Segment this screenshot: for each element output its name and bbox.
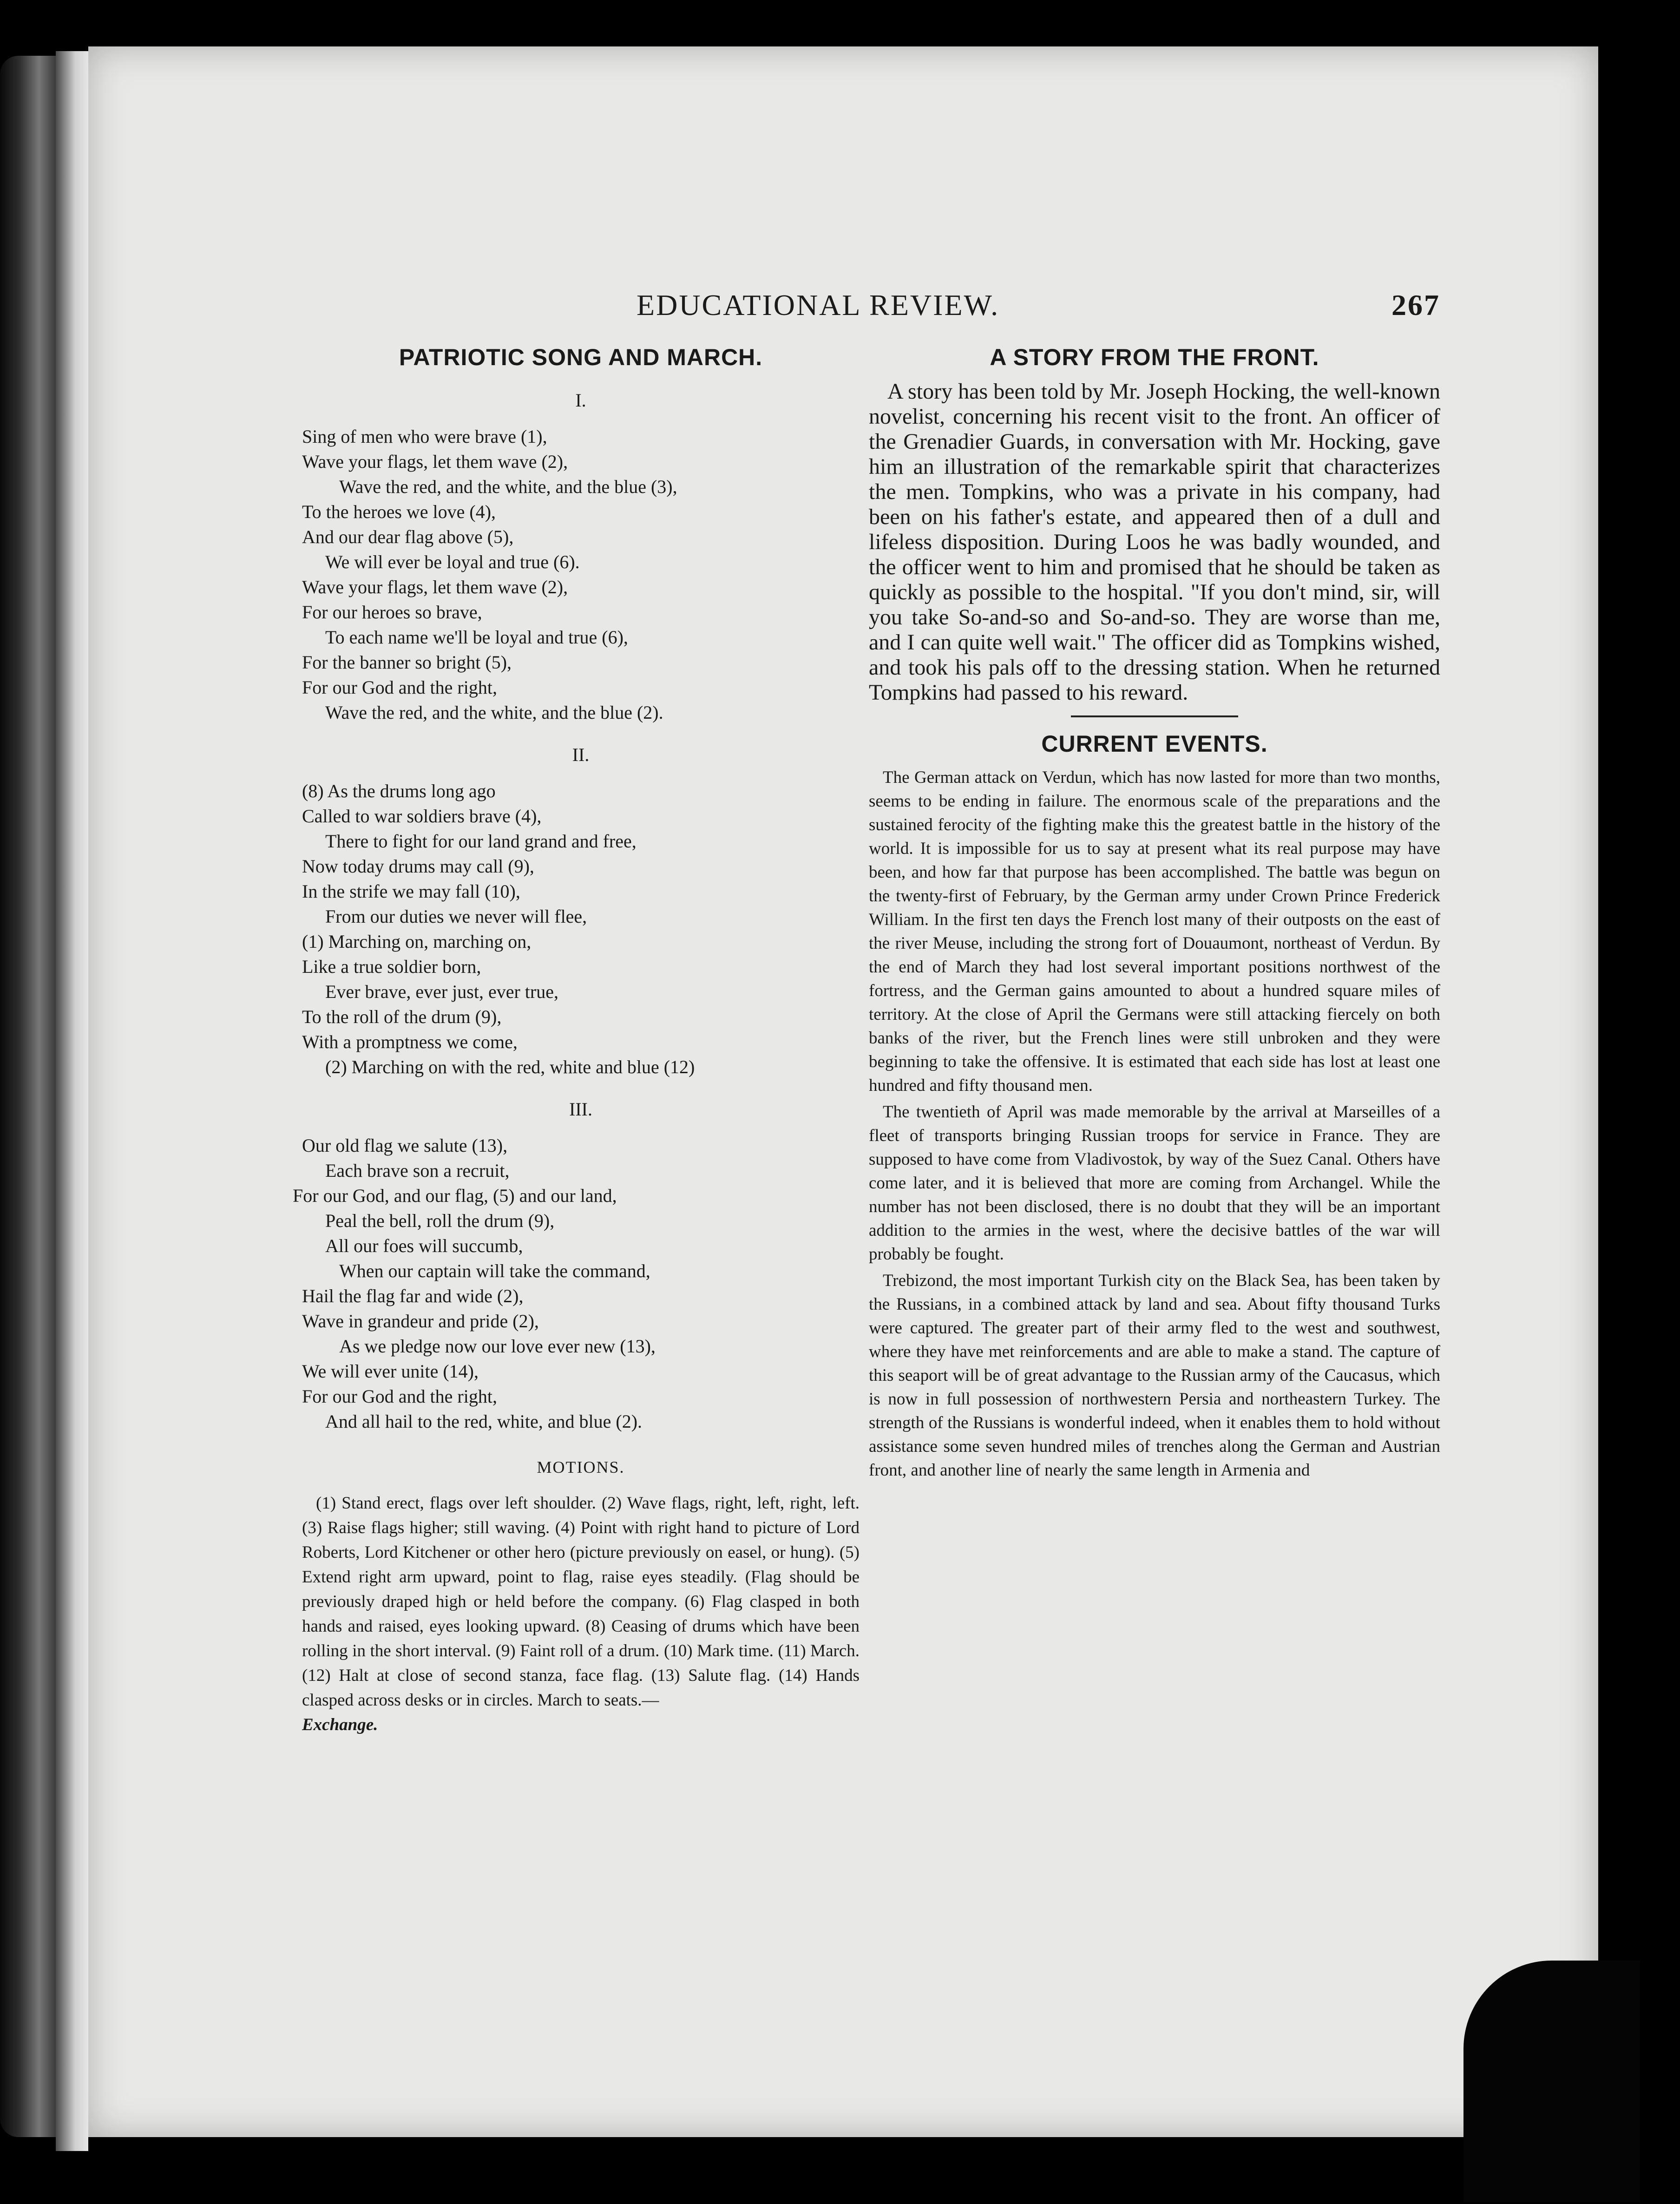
verse-line: For the banner so bright (5), — [302, 652, 512, 673]
motions-heading: MOTIONS. — [537, 1458, 625, 1476]
verse-line: Wave your flags, let them wave (2), — [302, 577, 568, 597]
verse-line: Wave the red, and the white, and the blue (2). — [325, 702, 663, 723]
events-paragraph: Trebizond, the most important Turkish city on the Black Sea, has been taken by the Russians, in a combined attack by land and sea. About fifty thousand Turks were captured. The greater part of their army fled to the west and southwest, where they have met reinforcements and are able to make a stand. The capture of this seaport will be of great advantage to the Russian army of the Caucasus, which is now in full possession of northwestern Persia and northeastern Turkey. The strength of the Russians is wonderful indeed, when it enables them to hold without assistance some seven hundred miles of trenches along the German and Austrian front, and another line of nearly the same length in Armenia and — [869, 1271, 1440, 1480]
verse-line: There to fight for our land grand and free, — [325, 831, 637, 852]
verse-line: When our captain will take the command, — [339, 1260, 650, 1281]
page-edge — [56, 51, 88, 2151]
story-title: A STORY FROM THE FRONT. — [990, 344, 1319, 370]
verse-line: Hail the flag far and wide (2), — [302, 1286, 524, 1306]
verse-line: Ever brave, ever just, ever true, — [325, 981, 558, 1002]
source-credit: Exchange. — [302, 1715, 378, 1734]
story-text: A story has been told by Mr. Joseph Hocking, the well-known novelist, concerning his recent visit to the front. An officer of the Grenadier Guards, in conversation with Mr. Hocking, gave him an illustration of the remarkable spirit that characterizes the men. Tompkins, who was a private in his company, had been on his father's estate, and appeared then of a dull and lifeless disposition. During Loos he was badly wounded, and the officer went to him and promised that he should be taken as quickly as possible to the hospital. "If you don't mind, sir, will you take So-and-so and So-and-so. They are worse than me, and I can quite well wait." The officer did as Tompkins wished, and took his pals off to the dressing station. When he returned Tompkins had passed to his reward. — [869, 379, 1440, 705]
right-column — [869, 344, 1440, 1485]
verse-line: To the heroes we love (4), — [302, 501, 496, 522]
verse-line: (1) Marching on, marching on, — [302, 931, 532, 952]
verse-line: Sing of men who were brave (1), — [302, 426, 547, 447]
verse-line: We will ever be loyal and true (6). — [325, 551, 580, 572]
verse-line: In the strife we may fall (10), — [302, 881, 520, 902]
song-title: PATRIOTIC SONG AND MARCH. — [399, 344, 763, 370]
verse-line: For our heroes so brave, — [302, 602, 482, 623]
verse-line: Wave in grandeur and pride (2), — [302, 1311, 539, 1332]
current-events-section — [869, 730, 1440, 1482]
verse-line: Each brave son a recruit, — [325, 1160, 510, 1181]
journal-title: EDUCATIONAL REVIEW. — [637, 289, 1000, 321]
stanza-number: I. — [575, 390, 586, 411]
verse-line: Wave the red, and the white, and the blue (3), — [339, 476, 677, 497]
verse-line: (2) Marching on with the red, white and blue (12) — [325, 1056, 695, 1077]
left-column — [293, 344, 860, 1737]
stanza — [293, 1133, 860, 1434]
verse-line: We will ever unite (14), — [302, 1361, 479, 1382]
stanza — [302, 424, 860, 725]
events-title: CURRENT EVENTS. — [1041, 731, 1268, 757]
stanza — [302, 779, 860, 1080]
verse-line: For our God, and our flag, (5) and our land, — [293, 1185, 617, 1206]
scanner-thumb-shadow — [1463, 1961, 1640, 2202]
page-number: 267 — [1391, 289, 1440, 321]
verse-line: Peal the bell, roll the drum (9), — [325, 1210, 555, 1231]
verse-line: Wave your flags, let them wave (2), — [302, 451, 568, 472]
verse-line: And all hail to the red, white, and blue (2). — [325, 1411, 643, 1432]
section-divider — [1071, 715, 1238, 717]
motions-text: (1) Stand erect, flags over left shoulder. (2) Wave flags, right, left, right, left. (3) Raise flags higher; still waving. (4) Point with right hand to picture of Lord Roberts, Lord Kitchener or other hero (picture previously on easel, or hung). (5) Extend right arm upward, point to flag, raise eyes steadily. (Flag should be previously draped high or held before the company. (6) Flag clasped in both hands and raised, eyes looking upward. (8) Ceasing of drums which have been rolling in the short interval. (9) Faint roll of a drum. (10) Mark time. (11) March. (12) Halt at close of second stanza, face flag. (13) Salute flag. (14) Hands clasped across desks or in circles. March to seats.— — [302, 1494, 860, 1710]
verse-line: And our dear flag above (5), — [302, 526, 514, 547]
verse-line: All our foes will succumb, — [325, 1235, 523, 1256]
verse-line: To each name we'll be loyal and true (6), — [325, 627, 628, 648]
book-spine — [0, 56, 56, 2137]
verse-line: Like a true soldier born, — [302, 956, 481, 977]
stanza-number: II. — [572, 744, 590, 765]
verse-line: For our God and the right, — [302, 677, 497, 698]
verse-line: For our God and the right, — [302, 1386, 497, 1407]
verse-line: To the roll of the drum (9), — [302, 1006, 502, 1027]
verse-line: From our duties we never will flee, — [325, 906, 587, 927]
verse-line: As we pledge now our love ever new (13), — [339, 1336, 656, 1357]
verse-line: Now today drums may call (9), — [302, 856, 534, 877]
verse-line: Called to war soldiers brave (4), — [302, 806, 542, 826]
verse-line: With a promptness we come, — [302, 1031, 518, 1052]
events-paragraph: The German attack on Verdun, which has now lasted for more than two months, seems to be ending in failure. The enormous scale of the preparations and the sustained ferocity of the fighting make this the greatest battle in the history of the world. It is impossible for us to say at present what its real purpose may have been, and how far that purpose has been accomplished. The battle was begun on the twenty-first of February, by the German army under Crown Prince Frederick William. In the first ten days the French lost many of their outposts on the east of the river Meuse, including the strong fort of Douaumont, northeast of Verdun. By the end of March they had lost several important positions northwest of the fortress, and the German gains amounted to about a hundred square miles of territory. At the close of April the Germans were still attacking fiercely on both banks of the river, but the French lines were still unbroken and they were beginning to take the offensive. It is estimated that each side has lost at least one hundred and fifty thousand men. — [869, 768, 1440, 1095]
verse-line: Our old flag we salute (13), — [302, 1135, 508, 1156]
events-paragraph: The twentieth of April was made memorable by the arrival at Marseilles of a fleet of transports bringing Russian troops for service in France. They are supposed to have come from Vladivostok, by way of the Suez Canal. Others have come later, and it is believed that more are coming from Archangel. While the number has not been disclosed, there is no doubt that they will be an important addition to the armies in the west, where the decisive battles of the war will probably be fought. — [869, 1102, 1440, 1264]
verse-line: (8) As the drums long ago — [302, 781, 496, 801]
stanza-number: III. — [569, 1099, 592, 1120]
